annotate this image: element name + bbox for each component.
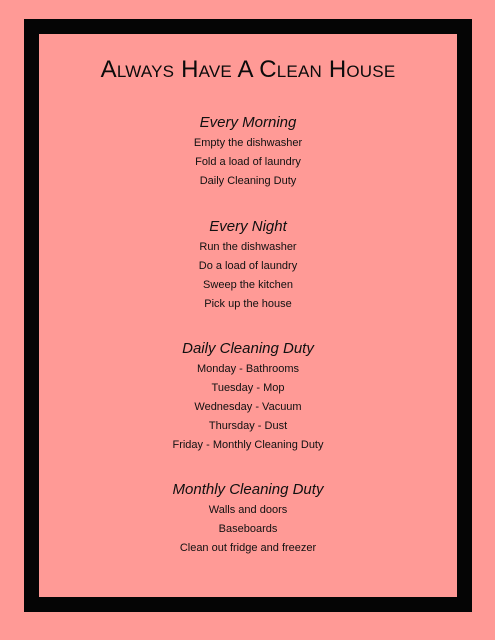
list-item: Baseboards [218, 523, 278, 535]
task-list [39, 134, 457, 191]
section-every-morning [39, 114, 457, 191]
list-item: Run the dishwasher [199, 241, 297, 253]
section-heading: Every Night [209, 218, 287, 235]
section-daily-cleaning-duty [39, 340, 457, 455]
task-list [39, 501, 457, 558]
list-item: Fold a load of laundry [195, 156, 301, 168]
page-title: Always Have A Clean House [100, 56, 396, 83]
list-item: Tuesday - Mop [211, 382, 285, 394]
list-item: Clean out fridge and freezer [179, 542, 317, 554]
list-item: Monday - Bathrooms [196, 363, 300, 375]
list-item: Thursday - Dust [208, 420, 288, 432]
black-border-frame [24, 19, 472, 612]
list-item: Walls and doors [208, 504, 288, 516]
list-item: Pick up the house [204, 298, 292, 310]
section-heading: Daily Cleaning Duty [182, 340, 314, 357]
task-list [39, 360, 457, 455]
list-item: Daily Cleaning Duty [199, 175, 297, 187]
list-item: Wednesday - Vacuum [194, 401, 302, 413]
list-item: Sweep the kitchen [203, 279, 293, 291]
section-heading: Monthly Cleaning Duty [172, 481, 324, 498]
section-every-night [39, 218, 457, 314]
task-list [39, 238, 457, 314]
section-monthly-cleaning-duty [39, 481, 457, 558]
list-item: Do a load of laundry [198, 260, 298, 272]
list-item: Empty the dishwasher [193, 137, 303, 149]
section-heading: Every Morning [199, 114, 297, 131]
list-item: Friday - Monthly Cleaning Duty [172, 439, 324, 451]
